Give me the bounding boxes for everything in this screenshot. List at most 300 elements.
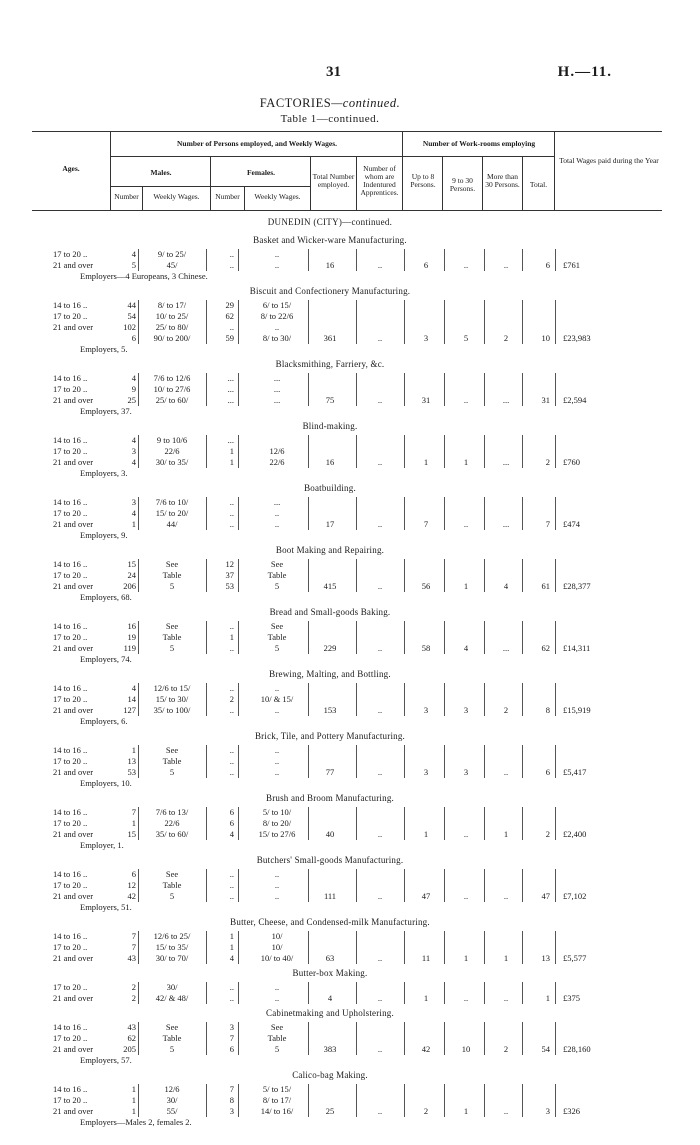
- section-title: Blind-making.: [302, 421, 358, 431]
- cell-app: ..: [377, 705, 383, 715]
- employers-note: Employers, 10.: [80, 778, 132, 788]
- column-rule: [308, 621, 309, 654]
- cell-mw: 5: [169, 581, 175, 591]
- column-rule: [356, 807, 357, 840]
- section-title: Biscuit and Confectionery Manufacturing.: [249, 286, 411, 296]
- column-rule: [444, 931, 445, 964]
- cell-mw: 90/ to 200/: [153, 333, 191, 343]
- cell-tot: 361: [323, 333, 337, 343]
- column-rule: [522, 435, 523, 468]
- cell-mn: 7: [131, 807, 136, 817]
- column-rule: [522, 249, 523, 271]
- cell-mn: 43: [127, 953, 136, 963]
- column-rule: [444, 300, 445, 344]
- column-rule: [308, 1022, 309, 1055]
- cell-t: 10: [541, 333, 550, 343]
- column-rule: [404, 931, 405, 964]
- employers-note: Employers, 37.: [80, 406, 132, 416]
- cell-n930: 5: [463, 333, 469, 343]
- table-row: [0, 880, 700, 891]
- column-rule: [238, 621, 239, 654]
- column-rule: [356, 683, 357, 716]
- cell-age: 14 to 16 ..: [53, 497, 88, 507]
- column-rule: [138, 621, 139, 654]
- cell-m30: 1: [503, 829, 509, 839]
- column-rule: [404, 1084, 405, 1117]
- table-row: [0, 322, 700, 333]
- cell-age: 21 and over: [53, 395, 94, 405]
- cell-mn: 62: [127, 1033, 136, 1043]
- section-title: Calico-bag Making.: [292, 1070, 368, 1080]
- cell-age: 17 to 20 ..: [53, 694, 88, 704]
- cell-t: 2: [545, 829, 550, 839]
- column-rule: [522, 869, 523, 902]
- cell-fw: 5/ to 15/: [262, 1084, 292, 1094]
- cell-fn: ..: [229, 249, 234, 259]
- cell-t: 54: [541, 1044, 550, 1054]
- column-rule: [308, 869, 309, 902]
- column-rule: [555, 1022, 556, 1055]
- column-rule: [555, 807, 556, 840]
- cell-m30: ..: [503, 767, 509, 777]
- page-title: [0, 96, 660, 111]
- cell-mn: 13: [127, 756, 136, 766]
- section-title: Cabinetmaking and Upholstering.: [266, 1008, 394, 1018]
- column-rule: [206, 1022, 207, 1055]
- column-rule: [522, 807, 523, 840]
- column-rule: [238, 982, 239, 1004]
- cell-mn: 1: [131, 818, 136, 828]
- column-rule: [308, 982, 309, 1004]
- table-row: [0, 435, 700, 446]
- cell-age: 14 to 16 ..: [53, 559, 88, 569]
- table-row: [0, 457, 700, 468]
- column-rule: [522, 1022, 523, 1055]
- table-row: [0, 311, 700, 322]
- cell-tot: 383: [323, 1044, 337, 1054]
- cell-mw: 10/ to 25/: [155, 311, 189, 321]
- cell-t: 6: [545, 767, 550, 777]
- cell-mw: Table: [162, 632, 182, 642]
- cell-t: 6: [545, 260, 550, 270]
- column-rule: [404, 435, 405, 468]
- cell-mn: 14: [127, 694, 136, 704]
- header-9-to-30: 9 to 30 Persons.: [449, 176, 476, 193]
- page-number: 31: [326, 64, 341, 80]
- cell-age: 14 to 16 ..: [53, 931, 88, 941]
- cell-u8: 3: [423, 767, 429, 777]
- column-rule: [404, 683, 405, 716]
- cell-tot: 229: [323, 643, 337, 653]
- cell-fn: ..: [229, 497, 234, 507]
- section-title: Bread and Small-goods Baking.: [269, 607, 391, 617]
- cell-app: ..: [377, 260, 383, 270]
- cell-w: £326: [563, 1106, 580, 1116]
- table-row: [0, 508, 700, 519]
- cell-m30: ...: [502, 519, 510, 529]
- column-rule: [308, 745, 309, 778]
- column-rule: [356, 745, 357, 778]
- cell-mw: Table: [162, 880, 182, 890]
- column-rule: [138, 497, 139, 530]
- column-rule: [356, 435, 357, 468]
- table-row: [0, 384, 700, 395]
- header-ages: Ages.: [62, 164, 80, 173]
- column-rule: [356, 559, 357, 592]
- cell-u8: 7: [423, 519, 429, 529]
- column-rule: [356, 249, 357, 271]
- table-row: [0, 767, 700, 778]
- cell-fn: 29: [225, 300, 234, 310]
- column-rule: [404, 300, 405, 344]
- column-rule: [522, 683, 523, 716]
- cell-fn: ..: [229, 745, 234, 755]
- cell-t: 31: [541, 395, 550, 405]
- table-row: [0, 497, 700, 508]
- cell-fn: 3: [229, 1106, 234, 1116]
- cell-t: 62: [541, 643, 550, 653]
- cell-fw: See: [270, 1022, 284, 1032]
- table-row: [0, 807, 700, 818]
- cell-fw: ..: [274, 260, 280, 270]
- column-rule: [308, 559, 309, 592]
- cell-fw: ..: [274, 705, 280, 715]
- column-rule: [404, 497, 405, 530]
- cell-fw: 5: [274, 1044, 280, 1054]
- cell-fw: ..: [274, 756, 280, 766]
- column-rule: [308, 1084, 309, 1117]
- cell-mn: 4: [131, 457, 136, 467]
- column-rule: [484, 435, 485, 468]
- cell-tot: 153: [323, 705, 337, 715]
- cell-u8: 1: [423, 457, 429, 467]
- cell-fw: 6/ to 15/: [262, 300, 292, 310]
- cell-fn: ..: [229, 993, 234, 1003]
- column-rule: [308, 300, 309, 344]
- cell-fw: See: [270, 621, 284, 631]
- cell-mw: 12/6 to 25/: [153, 931, 191, 941]
- cell-fw: ..: [274, 880, 280, 890]
- cell-t: 13: [541, 953, 550, 963]
- cell-fn: ..: [229, 621, 234, 631]
- section-title: Butter-box Making.: [292, 968, 368, 978]
- cell-mn: 2: [131, 982, 136, 992]
- cell-age: 21 and over: [53, 1106, 94, 1116]
- cell-mw: Table: [162, 756, 182, 766]
- column-rule: [404, 869, 405, 902]
- column-rule: [555, 300, 556, 344]
- cell-n930: 10: [461, 1044, 471, 1054]
- cell-fw: ..: [274, 508, 280, 518]
- column-rule: [356, 869, 357, 902]
- cell-mw: 5: [169, 891, 175, 901]
- cell-t: 2: [545, 457, 550, 467]
- cell-n930: 3: [463, 767, 469, 777]
- column-rule: [138, 745, 139, 778]
- table-row: [0, 1044, 700, 1055]
- cell-w: £375: [563, 993, 580, 1003]
- table-row: [0, 1033, 700, 1044]
- column-rule: [308, 931, 309, 964]
- cell-t: 8: [545, 705, 550, 715]
- cell-fn: ..: [229, 705, 234, 715]
- column-rule: [238, 1022, 239, 1055]
- header-total: Total.: [529, 180, 548, 189]
- cell-mw: 22/6: [164, 818, 180, 828]
- column-rule: [308, 807, 309, 840]
- column-rule: [555, 931, 556, 964]
- column-rule: [138, 931, 139, 964]
- document-reference: H.—11.: [557, 64, 612, 80]
- cell-fn: 8: [229, 1095, 234, 1105]
- cell-age: 17 to 20 ..: [53, 756, 88, 766]
- column-rule: [444, 435, 445, 468]
- cell-mn: 1: [131, 1095, 136, 1105]
- column-rule: [522, 373, 523, 406]
- cell-age: 17 to 20 ..: [53, 942, 88, 952]
- header-total-employed: Total Number employed.: [312, 172, 355, 189]
- column-rule: [206, 931, 207, 964]
- column-rule: [206, 373, 207, 406]
- table-row: [0, 829, 700, 840]
- column-rule: [356, 300, 357, 344]
- column-rule: [444, 982, 445, 1004]
- section-title: Brewing, Malting, and Bottling.: [269, 669, 391, 679]
- cell-n930: ..: [463, 891, 469, 901]
- column-rule: [444, 559, 445, 592]
- section-title: Blacksmithing, Farriery, &c.: [275, 359, 385, 369]
- column-rule: [484, 559, 485, 592]
- header-male-number: Number: [114, 192, 139, 201]
- cell-fn: 6: [229, 1044, 234, 1054]
- cell-mw: Table: [162, 570, 182, 580]
- cell-age: 17 to 20 ..: [53, 508, 88, 518]
- column-rule: [138, 1022, 139, 1055]
- cell-age: 14 to 16 ..: [53, 869, 88, 879]
- cell-fw: 15/ to 27/6: [258, 829, 296, 839]
- cell-mn: 25: [127, 395, 136, 405]
- cell-n930: 1: [463, 457, 469, 467]
- cell-mn: 24: [127, 570, 136, 580]
- section-title: Butchers' Small-goods Manufacturing.: [256, 855, 404, 865]
- section-title: Basket and Wicker-ware Manufacturing.: [253, 235, 407, 245]
- column-rule: [555, 869, 556, 902]
- cell-fn: 6: [229, 807, 234, 817]
- cell-app: ..: [377, 953, 383, 963]
- column-rule: [484, 621, 485, 654]
- column-rule: [206, 745, 207, 778]
- cell-fw: 8/ to 30/: [262, 333, 292, 343]
- cell-fw: 5/ to 10/: [262, 807, 292, 817]
- cell-mn: 206: [123, 581, 136, 591]
- cell-u8: 31: [421, 395, 431, 405]
- cell-fw: ..: [274, 745, 280, 755]
- cell-w: £23,983: [563, 333, 591, 343]
- cell-mw: See: [165, 745, 179, 755]
- employers-note: Employers, 6.: [80, 716, 128, 726]
- cell-fw: 14/ to 16/: [260, 1106, 294, 1116]
- column-rule: [138, 1084, 139, 1117]
- column-rule: [308, 497, 309, 530]
- cell-mn: 1: [131, 519, 136, 529]
- column-rule: [444, 807, 445, 840]
- cell-mn: 4: [131, 435, 136, 445]
- employers-note: Employers, 5.: [80, 344, 128, 354]
- column-rule: [444, 249, 445, 271]
- cell-m30: ...: [502, 643, 510, 653]
- table-row: [0, 869, 700, 880]
- cell-app: ..: [377, 333, 383, 343]
- cell-fw: ..: [274, 993, 280, 1003]
- cell-t: 47: [541, 891, 550, 901]
- cell-u8: 47: [421, 891, 431, 901]
- cell-fn: ..: [229, 519, 234, 529]
- cell-mw: 7/6 to 13/: [155, 807, 189, 817]
- column-rule: [522, 1084, 523, 1117]
- cell-fn: 4: [229, 953, 234, 963]
- cell-age: 21 and over: [53, 581, 94, 591]
- cell-fn: ..: [229, 322, 234, 332]
- header-persons-employed: Number of Persons employed, and Weekly Wages.: [176, 139, 337, 148]
- column-rule: [555, 982, 556, 1004]
- cell-n930: 3: [463, 705, 469, 715]
- column-rule: [206, 683, 207, 716]
- column-rule: [484, 807, 485, 840]
- cell-fw: 8/ to 20/: [262, 818, 292, 828]
- column-rule: [238, 559, 239, 592]
- cell-tot: 63: [325, 953, 335, 963]
- cell-mn: 42: [127, 891, 136, 901]
- cell-mw: 30/ to 70/: [155, 953, 189, 963]
- column-rule: [138, 869, 139, 902]
- cell-n930: ..: [463, 993, 469, 1003]
- column-rule: [555, 373, 556, 406]
- table-row: [0, 993, 700, 1004]
- cell-mn: 53: [127, 767, 136, 777]
- cell-mw: 22/6: [164, 446, 180, 456]
- cell-fn: ...: [227, 373, 234, 383]
- table-row: [0, 745, 700, 756]
- column-rule: [238, 931, 239, 964]
- section-title: Butter, Cheese, and Condensed-milk Manufacturing.: [230, 917, 430, 927]
- column-rule: [238, 249, 239, 271]
- column-rule: [484, 982, 485, 1004]
- column-rule: [206, 435, 207, 468]
- column-rule: [206, 249, 207, 271]
- cell-fn: ..: [229, 508, 234, 518]
- cell-n930: 4: [463, 643, 469, 653]
- cell-mw: 30/ to 35/: [155, 457, 189, 467]
- column-rule: [206, 1084, 207, 1117]
- column-rule: [484, 300, 485, 344]
- column-rule: [138, 982, 139, 1004]
- cell-age: 17 to 20 ..: [53, 446, 88, 456]
- cell-fn: 12: [225, 559, 234, 569]
- section-title: Brick, Tile, and Pottery Manufacturing.: [254, 731, 406, 741]
- cell-mw: 5: [169, 767, 175, 777]
- cell-w: £2,594: [563, 395, 587, 405]
- column-rule: [404, 249, 405, 271]
- cell-age: 14 to 16 ..: [53, 683, 88, 693]
- column-rule: [404, 807, 405, 840]
- section-title: Brush and Broom Manufacturing.: [266, 793, 394, 803]
- cell-mn: 102: [123, 322, 136, 332]
- cell-m30: ...: [502, 395, 510, 405]
- table-row: [0, 559, 700, 570]
- cell-age: 21 and over: [53, 519, 94, 529]
- cell-m30: 2: [503, 1044, 509, 1054]
- column-rule: [404, 373, 405, 406]
- cell-u8: 1: [423, 993, 429, 1003]
- cell-t: 7: [545, 519, 550, 529]
- cell-mw: 10/ to 27/6: [153, 384, 191, 394]
- column-rule: [522, 745, 523, 778]
- column-rule: [206, 300, 207, 344]
- cell-m30: ..: [503, 1106, 509, 1116]
- cell-m30: ...: [502, 457, 510, 467]
- cell-fn: 59: [225, 333, 234, 343]
- cell-u8: 11: [421, 953, 431, 963]
- cell-mn: 2: [131, 993, 136, 1003]
- cell-n930: 1: [463, 1106, 469, 1116]
- column-rule: [555, 621, 556, 654]
- column-rule: [356, 621, 357, 654]
- employers-note: Employers—Males 2, females 2.: [80, 1117, 192, 1127]
- column-rule: [238, 435, 239, 468]
- cell-mw: See: [165, 869, 179, 879]
- column-rule: [444, 1084, 445, 1117]
- cell-app: ..: [377, 1044, 383, 1054]
- cell-mw: 30/: [166, 982, 178, 992]
- cell-n930: ..: [463, 395, 469, 405]
- cell-mw: 44/: [166, 519, 178, 529]
- cell-fw: ..: [274, 891, 280, 901]
- cell-u8: 58: [421, 643, 431, 653]
- column-rule: [238, 373, 239, 406]
- cell-mn: 16: [127, 621, 136, 631]
- header-female-number: Number: [215, 192, 240, 201]
- cell-w: £14,311: [563, 643, 591, 653]
- cell-t: 1: [545, 993, 550, 1003]
- cell-mn: 15: [127, 559, 136, 569]
- cell-mn: 6: [131, 869, 136, 879]
- cell-tot: 16: [325, 260, 335, 270]
- table-row: [0, 333, 700, 344]
- cell-app: ..: [377, 581, 383, 591]
- cell-fw: 10/ & 15/: [260, 694, 294, 704]
- column-rule: [522, 300, 523, 344]
- cell-w: £5,417: [563, 767, 587, 777]
- cell-age: 14 to 16 ..: [53, 621, 88, 631]
- cell-fn: 7: [229, 1033, 234, 1043]
- column-rule: [404, 745, 405, 778]
- cell-m30: 4: [503, 581, 509, 591]
- cell-n930: ..: [463, 260, 469, 270]
- cell-fw: ...: [273, 395, 281, 405]
- cell-fn: ...: [227, 384, 234, 394]
- cell-m30: 2: [503, 705, 509, 715]
- column-rule: [484, 497, 485, 530]
- cell-m30: ..: [503, 993, 509, 1003]
- column-rule: [138, 683, 139, 716]
- cell-mw: 12/6 to 15/: [153, 683, 191, 693]
- column-rule: [444, 745, 445, 778]
- cell-mw: See: [165, 621, 179, 631]
- column-rule: [356, 931, 357, 964]
- cell-age: 14 to 16 ..: [53, 373, 88, 383]
- employers-note: Employers, 57.: [80, 1055, 132, 1065]
- column-rule: [484, 1022, 485, 1055]
